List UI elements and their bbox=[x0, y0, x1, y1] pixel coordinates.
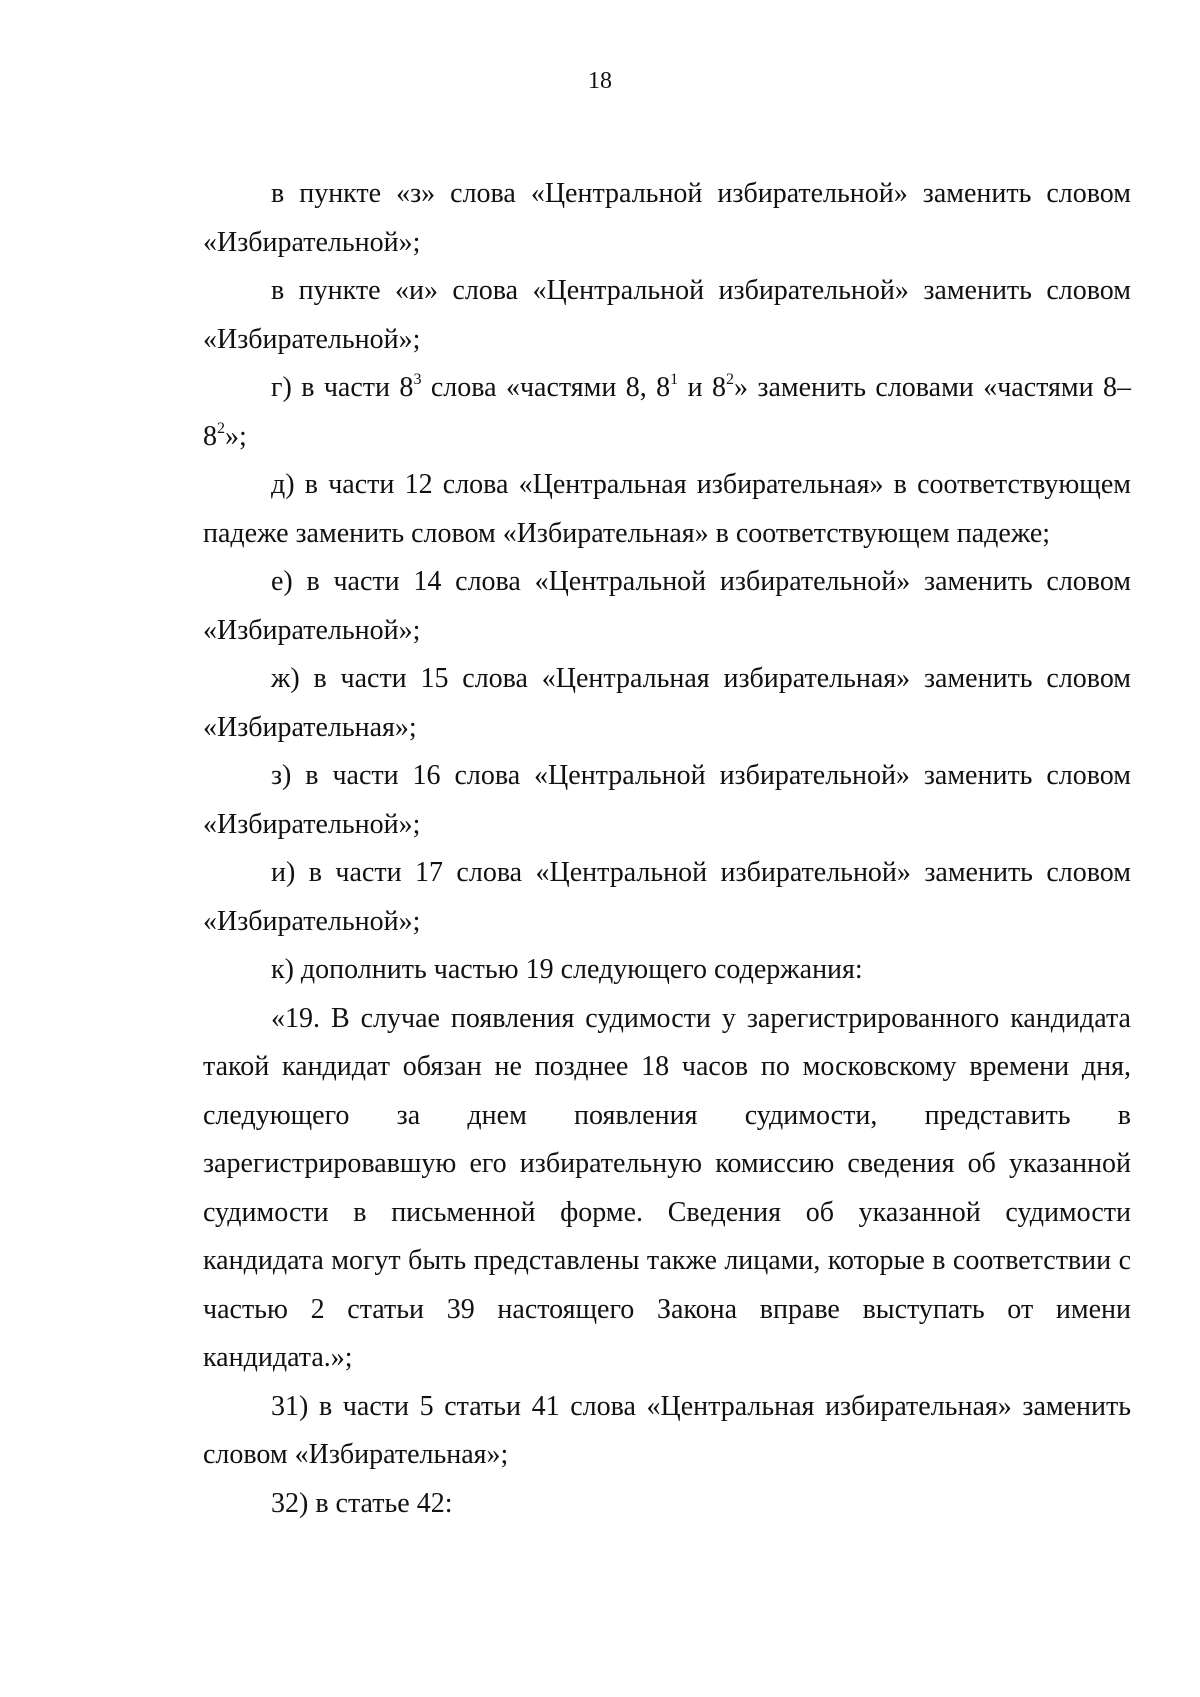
text-run: »; bbox=[225, 420, 247, 452]
superscript: 3 bbox=[413, 371, 422, 388]
superscript: 2 bbox=[217, 419, 225, 437]
text-run: г) в части 8 bbox=[271, 372, 414, 403]
text-run: и 8 bbox=[678, 372, 726, 403]
paragraph: «19. В случае появления судимости у зарегистрированного кандидата такой кандидат обязан не позднее 18 часов по московскому времени дня, следующего за днем появления судимости, представить в зарегистрировавшую его избирательную комиссию сведения об указанной судимости в письменной форме. Сведения об указанной судимости кандидата могут быть представлены также лицами, которые в соответствии с частью 2 статьи 39 настоящего Закона вправе выступать от имени кандидата.»; bbox=[203, 1002, 1131, 1373]
paragraph: 32) в статье 42: bbox=[271, 1487, 453, 1519]
paragraph: и) в части 17 слова «Центральной избирательной» заменить словом «Избирательной»; bbox=[203, 857, 1131, 937]
text-run: » заменить словами «частями 8–8 bbox=[203, 372, 1131, 452]
paragraph: к) дополнить частью 19 следующего содержания: bbox=[271, 954, 863, 985]
text-run: слова «частями 8, 8 bbox=[421, 372, 671, 403]
document-body bbox=[203, 170, 1131, 1528]
superscript: 1 bbox=[670, 371, 679, 388]
paragraph: з) в части 16 слова «Центральной избирательной» заменить словом «Избирательной»; bbox=[203, 760, 1131, 840]
paragraph bbox=[203, 364, 1131, 461]
paragraph: ж) в части 15 слова «Центральная избирательная» заменить словом «Избирательная»; bbox=[203, 663, 1131, 743]
paragraph: д) в части 12 слова «Центральная избирательная» в соответствующем падеже заменить словом «Избирательная» в соответствующем падеже; bbox=[203, 469, 1131, 549]
paragraph: в пункте «з» слова «Центральной избирательной» заменить словом «Избирательной»; bbox=[203, 178, 1131, 258]
paragraph: е) в части 14 слова «Центральной избирательной» заменить словом «Избирательной»; bbox=[203, 566, 1131, 646]
paragraph: 31) в части 5 статьи 41 слова «Центральная избирательная» заменить словом «Избирательная»; bbox=[203, 1390, 1131, 1470]
paragraph: в пункте «и» слова «Центральной избирательной» заменить словом «Избирательной»; bbox=[203, 275, 1131, 355]
page-number: 18 bbox=[588, 68, 612, 94]
superscript: 2 bbox=[725, 371, 734, 388]
